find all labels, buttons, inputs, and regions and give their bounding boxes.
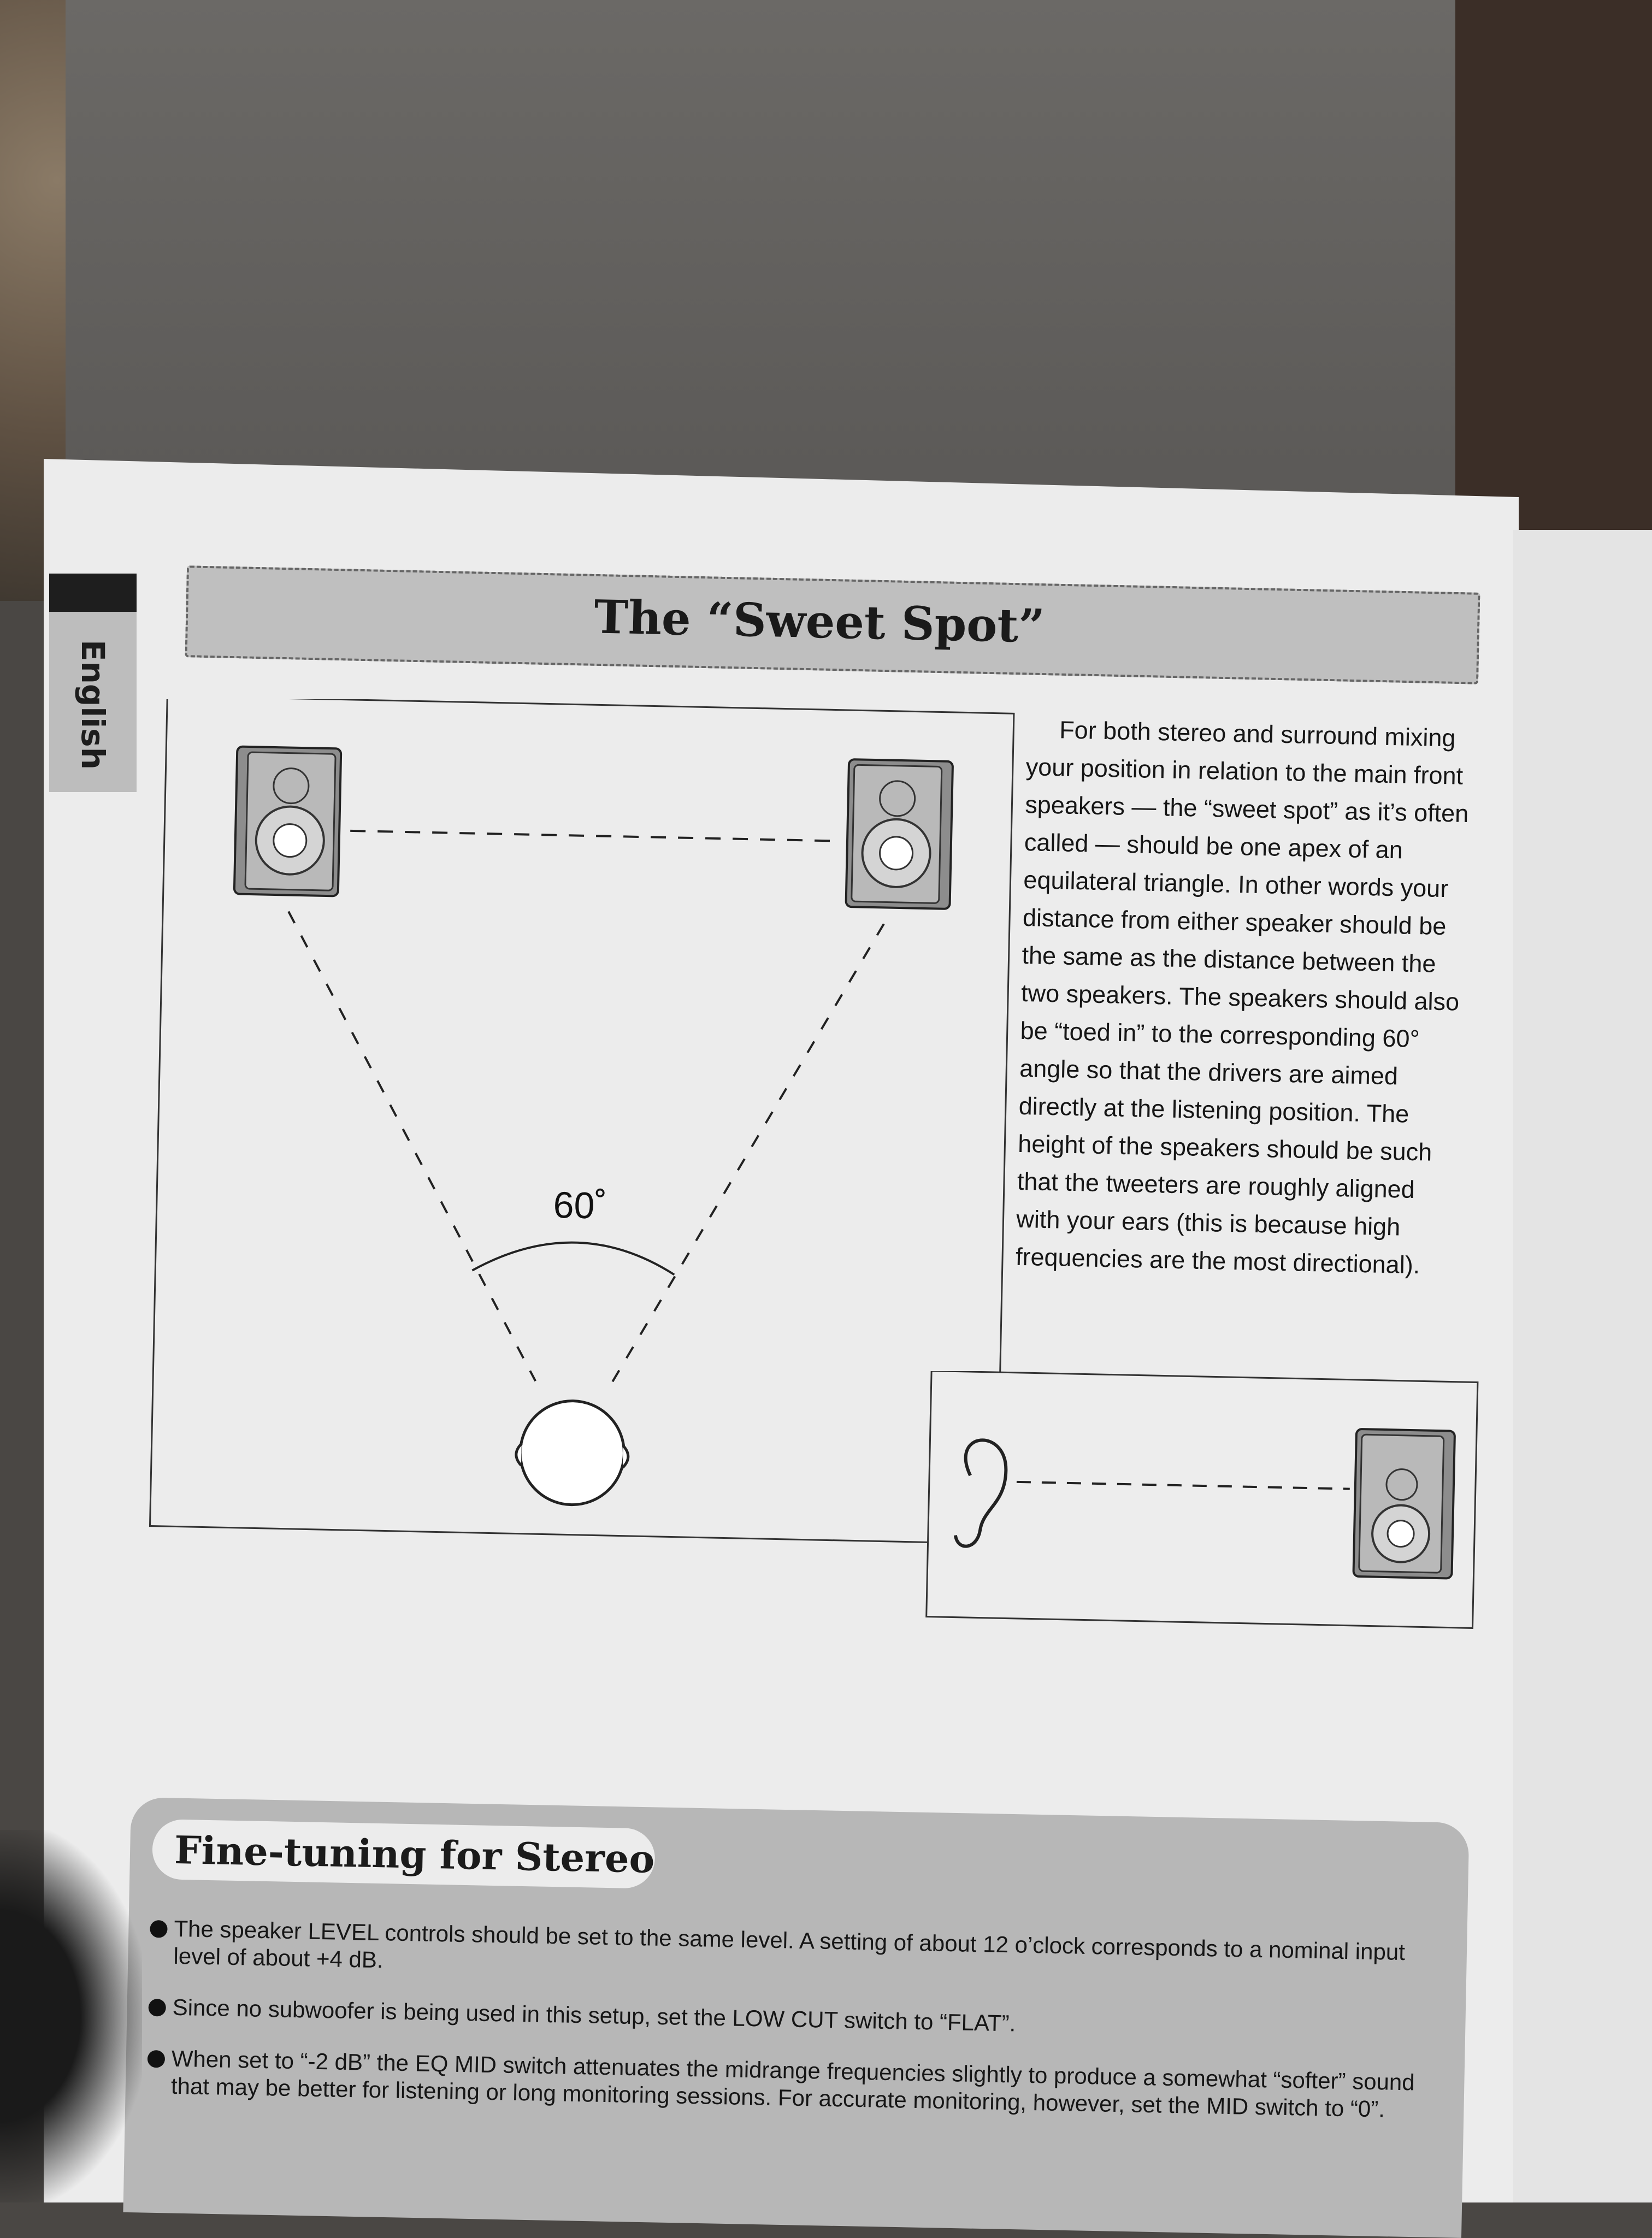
side-view-diagram [923,1371,1480,1644]
background-edge [1455,0,1652,546]
fine-tuning-title: Fine-tuning for Stereo [174,1827,656,1882]
booklet-cover [66,0,1595,535]
next-page-edge [1513,530,1652,2202]
description-paragraph: For both stereo and surround mixing your position in relation to the main front speakers — the “sweet spot” as it’s often called — should be one apex of an equilateral triangle. In other words your distance from either speaker should be the same as the distance between the two speakers. The speakers should also be “toed in” to the corresponding 60° angle so that the drivers are aimed directly at the listening position. The height of the speakers should be such that the tweeters are roughly aligned with your ears (this is because high frequencies are the most directional). [1015,716,1469,1279]
speaker-baseline [350,831,842,841]
page-title: The “Sweet Spot” [593,589,1046,653]
language-tab-label: English [74,639,112,770]
sweet-spot-description [1015,710,1474,1285]
angle-arc [472,1241,675,1275]
fine-tuning-list [146,1915,1450,2148]
angle-label: 60˚ [552,1184,607,1227]
right-sightline [612,918,884,1388]
left-sightline [279,912,545,1381]
list-item: The speaker LEVEL controls should be set to the same level. A setting of about 12 o’clock corresponds to a nominal input level of about +4 dB. [149,1915,1450,1994]
list-item: When set to “-2 dB” the EQ MID switch attenuates the midrange frequencies slightly to produce a somewhat “softer” sound that may be better for listening or long monitoring sessions. For accurate monitoring, however, set the MID switch to “0”. [147,2045,1448,2124]
listener-head-icon [515,1400,629,1506]
side-speaker-icon [1353,1429,1455,1579]
list-item: Since no subwoofer is being used in this setup, set the LOW CUT switch to “FLAT”. [148,1993,1449,2046]
hand-shadow [0,1830,142,2202]
sweet-spot-diagram [148,699,1022,1557]
right-speaker-icon [846,759,953,909]
left-speaker-icon [234,747,341,896]
language-tab-bar [49,574,137,612]
language-tab-label-box [55,639,131,770]
